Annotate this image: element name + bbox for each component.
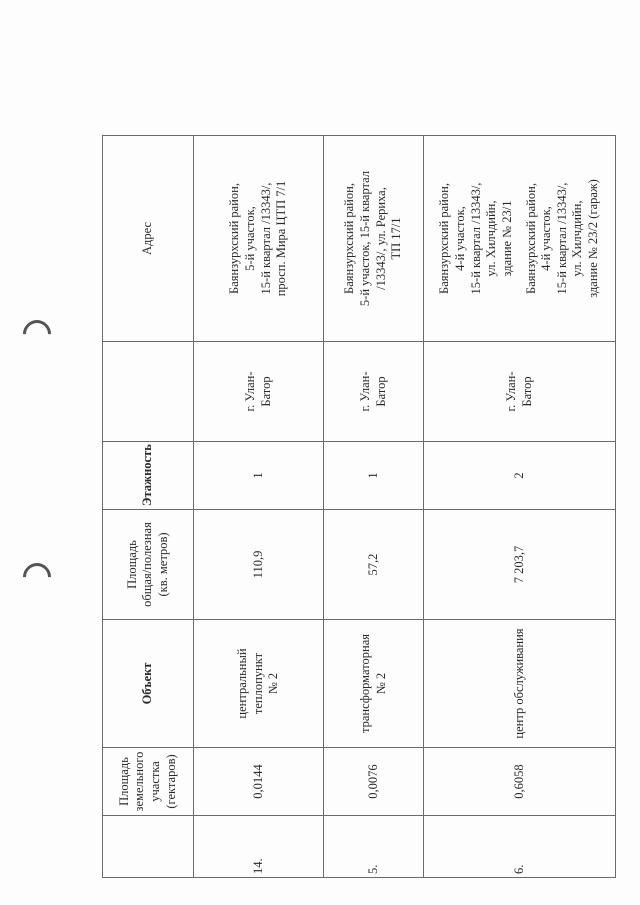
land-area-cell: 0,0144 — [194, 748, 324, 816]
header-city — [103, 342, 194, 442]
header-land-area: Площадь земельного участка (гектаров) — [103, 748, 194, 816]
land-area-cell: 0,6058 — [424, 748, 616, 816]
punch-hole-mark — [17, 557, 57, 597]
total-area-cell: 57,2 — [324, 510, 424, 620]
total-area-cell: 110,9 — [194, 510, 324, 620]
address-cell — [424, 136, 616, 342]
address-cell: Баянзурхский район, 5-й участок, 15-й квартал /13343/, просп. Мира ЦТП 7/1 — [194, 136, 324, 342]
header-row-number — [103, 816, 194, 878]
table-header-row — [103, 136, 194, 878]
header-object: Объект — [103, 620, 194, 748]
row-number: 6. — [424, 816, 616, 878]
property-table — [102, 135, 616, 878]
object-cell: центральный теплопункт № 2 — [194, 620, 324, 748]
total-area-cell: 7 203,7 — [424, 510, 616, 620]
city-cell: г. Улан- Батор — [324, 342, 424, 442]
table-row — [324, 136, 424, 878]
object-cell: трансформаторная № 2 — [324, 620, 424, 748]
city-cell: г. Улан- Батор — [424, 342, 616, 442]
city-cell: г. Улан- Батор — [194, 342, 324, 442]
row-number: 14. — [194, 816, 324, 878]
punch-hole-mark — [17, 314, 57, 354]
header-address: Адрес — [103, 136, 194, 342]
header-total-area: Площадь общая/полезная (кв. метров) — [103, 510, 194, 620]
address-cell: Баянзурхский район, 5-й участок, 15-й квартал /13343/, ул. Рериха, ТП 17/1 — [324, 136, 424, 342]
floors-cell: 1 — [324, 442, 424, 510]
address-text: Баянзурхский район, 4-й участок, 15-й квартал /13343/, ул. Хилчдийн, здание № 23/1 — [437, 182, 514, 295]
header-floors: Этажность — [103, 442, 194, 510]
row-number: 5. — [324, 816, 424, 878]
floors-cell: 1 — [194, 442, 324, 510]
object-cell: центр обслуживания — [424, 620, 616, 748]
floors-cell: 2 — [424, 442, 616, 510]
table-row — [424, 136, 616, 878]
land-area-cell: 0,0076 — [324, 748, 424, 816]
address-text-garage: Баянзурхский район, 4-й участок, 15-й квартал /13343/, ул. Хилчдийн, здание № 23/2 (гараж) — [523, 179, 600, 298]
rotated-table-container — [102, 136, 610, 878]
table-row — [194, 136, 324, 878]
